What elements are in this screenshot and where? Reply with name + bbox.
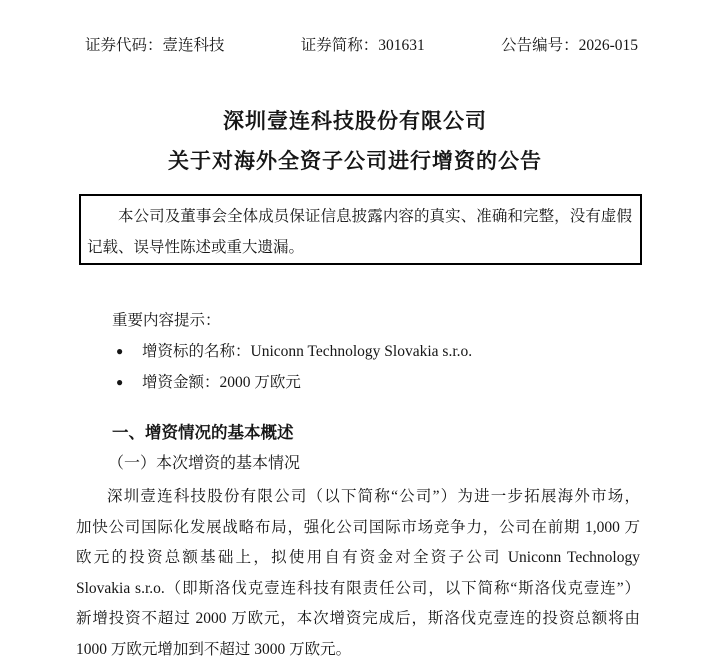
bullet-text-target-name: 增资标的名称：Uniconn Technology Slovakia s.r.o.	[142, 343, 473, 360]
body-paragraph	[76, 482, 640, 665]
bullet-text-amount: 增资金额：2000 万欧元	[142, 374, 301, 391]
list-item	[76, 367, 640, 398]
disclaimer-line-2: 记载、误导性陈述或重大遗漏。	[87, 239, 305, 256]
paragraph-line: 新增投资不超过 2000 万欧元，本次增资完成后，斯洛伐克壹连的投资总额将由	[76, 610, 640, 627]
announcement-title: 关于对海外全资子公司进行增资的公告	[168, 149, 542, 173]
paragraph-line: 欧元的投资总额基础上，拟使用自有资金对全资子公司 Uniconn Technology	[76, 549, 640, 566]
document-header	[0, 0, 710, 56]
important-notice-title: 重要内容提示：	[112, 312, 221, 329]
list-item	[76, 336, 640, 367]
bullet-icon: ●	[116, 344, 124, 358]
paragraph-line: 加快公司国际化发展战略布局，强化公司国际市场竞争力，公司在前期 1,000 万	[76, 518, 640, 536]
company-name-title: 深圳壹连科技股份有限公司	[223, 109, 487, 133]
stock-short-name: 证券简称：301631	[300, 37, 425, 54]
paragraph-line: 深圳壹连科技股份有限公司（以下简称“公司”）为进一步拓展海外市场，	[107, 488, 640, 505]
paragraph-line: 1000 万欧元增加到不超过 3000 万欧元。	[76, 640, 352, 658]
announcement-number: 公告编号：2026-015	[501, 37, 638, 54]
disclaimer-line-1: 本公司及董事会全体成员保证信息披露内容的真实、准确和完整，没有虚假	[118, 208, 632, 225]
important-notice-section	[76, 305, 640, 398]
stock-code: 证券代码：壹连科技	[85, 37, 225, 54]
disclaimer-box	[79, 194, 642, 265]
section-subheading: （一）本次增资的基本情况	[108, 455, 301, 472]
section-heading: 一、增资情况的基本概述	[112, 423, 294, 442]
section-overview	[76, 417, 640, 665]
paragraph-line: Slovakia s.r.o.（即斯洛伐克壹连科技有限责任公司，以下简称“斯洛伐克壹连”）	[76, 579, 640, 597]
bullet-icon: ●	[116, 375, 124, 389]
